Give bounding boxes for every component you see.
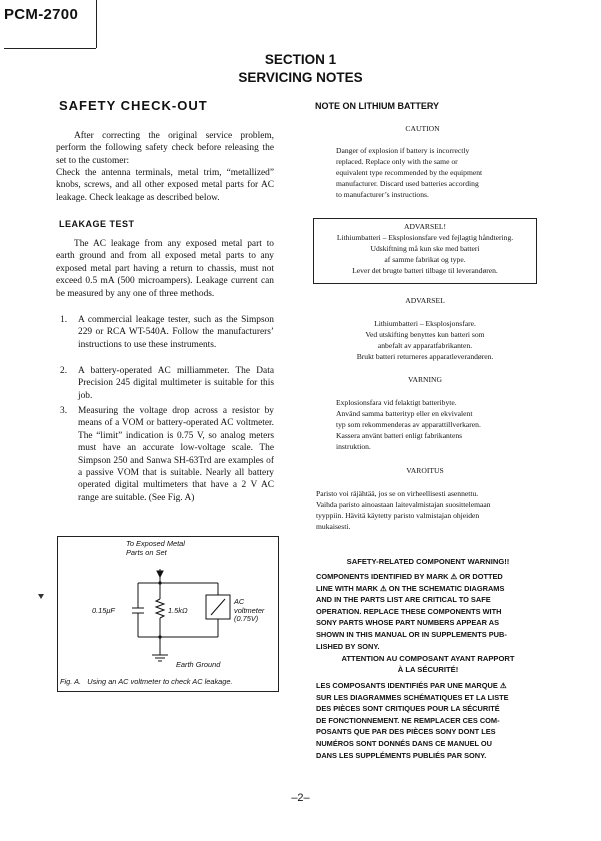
page-number: –2– [291,792,310,804]
caution-line: to manufacturer’s instructions. [336,190,429,199]
french-warning-title-1: ATTENTION AU COMPOSANT AYANT RAPPORT [341,654,515,663]
norwegian-title: ADVARSEL [405,296,445,305]
warning-line: SUR LES DIAGRAMMES SCHÉMATIQUES ET LA LISTE [316,692,509,702]
norwegian-line: Brukt batteri returneres apparatleverandøren. [356,352,494,361]
safety-warning-title: SAFETY-RELATED COMPONENT WARNING!! [346,557,510,566]
meter-label-3: (0.75V) [234,614,259,623]
safety-intro: After correcting the original service problem, perform the following safety check before releasing the set to the customer: [56,131,274,166]
lithium-heading: NOTE ON LITHIUM BATTERY [315,101,439,111]
danish-warning-box [313,218,537,284]
warning-line: SONY PARTS WHOSE PART NUMBERS APPEAR AS [316,618,500,628]
method-2-number: 2. [60,366,68,376]
norwegian-line: Lithiumbatteri – Eksplosjonsfare. [374,319,476,328]
finnish-line: Paristo voi räjähtää, jos se on virheellisesti asennettu. [316,489,479,498]
caution-text [336,145,536,200]
danish-line: af samme fabrikat og type. [384,255,466,264]
safety-warning-text [316,571,542,652]
norwegian-text [315,318,535,362]
danish-title: ADVARSEL! [403,222,447,231]
warning-line: NUMÉROS SONT DONNÉS DANS CE MANUEL OU [316,738,493,748]
safety-heading: SAFETY CHECK-OUT [59,98,208,113]
meter-label-2: voltmeter [234,606,265,615]
swedish-title: VARNING [407,375,443,384]
finnish-title: VAROITUS [406,466,444,475]
header-divider-horizontal [4,48,96,49]
warning-line: LINE WITH MARK ⚠ ON THE SCHEMATIC DIAGRAMS [316,583,505,593]
finnish-line: mukaisesti. [316,522,351,531]
method-2-text: A battery-operated AC milliammeter. The Data Precision 245 digital multimeter is suitable for this job. [78,366,274,401]
caution-line: manufacturer. Discard used batteries according [336,179,479,188]
swedish-text [336,397,541,452]
french-warning-text [316,680,542,761]
capacitor-label: 0.15μF [92,606,115,615]
swedish-line: typ som rekommenderas av apparattillverkaren. [336,420,481,429]
warning-line: DANS LES SUPPLÉMENTS PUBLIÉS PAR SONY. [316,750,487,760]
norwegian-line: anbefalt av apparatfabrikanten. [377,341,473,350]
warning-line: LISHED BY SONY. [316,641,380,651]
finnish-line: tyyppiin. Hävitä käytetty paristo valmistajan ohjeiden [316,511,480,520]
figure-top-label-1: To Exposed Metal [126,539,185,548]
warning-line: AND IN THE PARTS LIST ARE CRITICAL TO SAFE [316,595,491,605]
leakage-intro: The AC leakage from any exposed metal part to earth ground and from all exposed metal parts to any exposed metal part having a return to chassis, must not exceed 0.5 mA (500 microampers). Leakage current can be measured by any one of three methods. [56,239,274,299]
warning-line: COMPONENTS IDENTIFIED BY MARK ⚠ OR DOTTED [316,572,503,581]
finnish-text [316,488,546,532]
ground-label: Earth Ground [176,660,221,669]
swedish-line: Använd samma batterityp eller en ekvivalent [336,409,473,418]
figure-top-label-2: Parts on Set [126,548,167,557]
danish-line: Udskiftning må kun ske med batteri [370,244,480,253]
section-number: SECTION 1 [264,52,337,67]
warning-line: DE FONCTIONNEMENT. NE REMPLACER CES COM- [316,715,500,725]
model-number: PCM-2700 [4,6,79,23]
junction-dot-bottom [158,635,161,638]
section-title: SERVICING NOTES [238,70,363,85]
margin-marker [38,594,44,599]
caution-line: replaced. Replace only with the same or [336,157,458,166]
header-divider-vertical [96,0,97,48]
french-warning-title-2: À LA SÉCURITÉ! [397,665,459,674]
warning-line: SHOWN IN THIS MANUAL OR IN SUPPLEMENTS PUB- [316,629,507,639]
figure-a-box [57,536,279,692]
figure-caption: Fig. A. Using an AC voltmeter to check AC leakage. [60,677,233,686]
caution-line: equivalent type recommended by the equipment [336,168,483,177]
caution-title: CAUTION [405,124,440,133]
resistor-label: 1.5kΩ [168,606,188,615]
swedish-line: Kassera använt batteri enligt fabrikantens [336,431,463,440]
method-3-text: Measuring the voltage drop across a resistor by means of a VOM or battery-operated AC voltmeter. The “limit” indication is 0.75 V, so analog meters must have an accurate low-voltage scale. The Simpson 250 and Sanwa SH-63Trd are examples of a passive VOM that is suitable. Nearly all battery operated digital multimeters that have a 2 V AC range are suitable. (See Fig. A) [78,406,274,503]
norwegian-line: Ved utskifting benyttes kun batteri som [365,330,485,339]
warning-line: OPERATION. REPLACE THESE COMPONENTS WITH [316,606,502,616]
caution-line: Danger of explosion if battery is incorrectly [336,146,470,155]
method-1-number: 1. [60,315,68,325]
danish-line: Lithiumbatteri – Eksplosionsfare ved fejlagtig håndtering. [336,233,514,242]
meter-label-1: AC [234,597,245,606]
junction-dot-top [158,581,161,584]
warning-line: LES COMPOSANTS IDENTIFIÉS PAR UNE MARQUE ⚠ [316,681,507,690]
method-3-number: 3. [60,406,68,416]
warning-line: DES PIÈCES SONT CRITIQUES POUR LA SÉCURITÉ [316,704,500,714]
method-1-text: A commercial leakage tester, such as the Simpson 229 or RCA WT-540A. Follow the manufacturers’ instructions to use these instruments. [78,315,274,350]
safety-intro-2: Check the antenna terminals, metal trim, “metallized” knobs, screws, and all other exposed metal parts for AC leakage. Check leakage as described below. [56,168,274,203]
finnish-line: Vaihda paristo ainoastaan laitevalmistajan suosittelemaan [316,500,491,509]
swedish-line: instruktion. [336,442,371,451]
leakage-heading: LEAKAGE TEST [59,219,135,229]
danish-line: Lever det brugte batteri tilbage til leverandøren. [352,266,498,275]
swedish-line: Explosionsfara vid felaktigt batteribyte. [336,398,457,407]
warning-line: POSANTS QUE PAR DES PIÈCES SONY DONT LES [316,727,496,737]
